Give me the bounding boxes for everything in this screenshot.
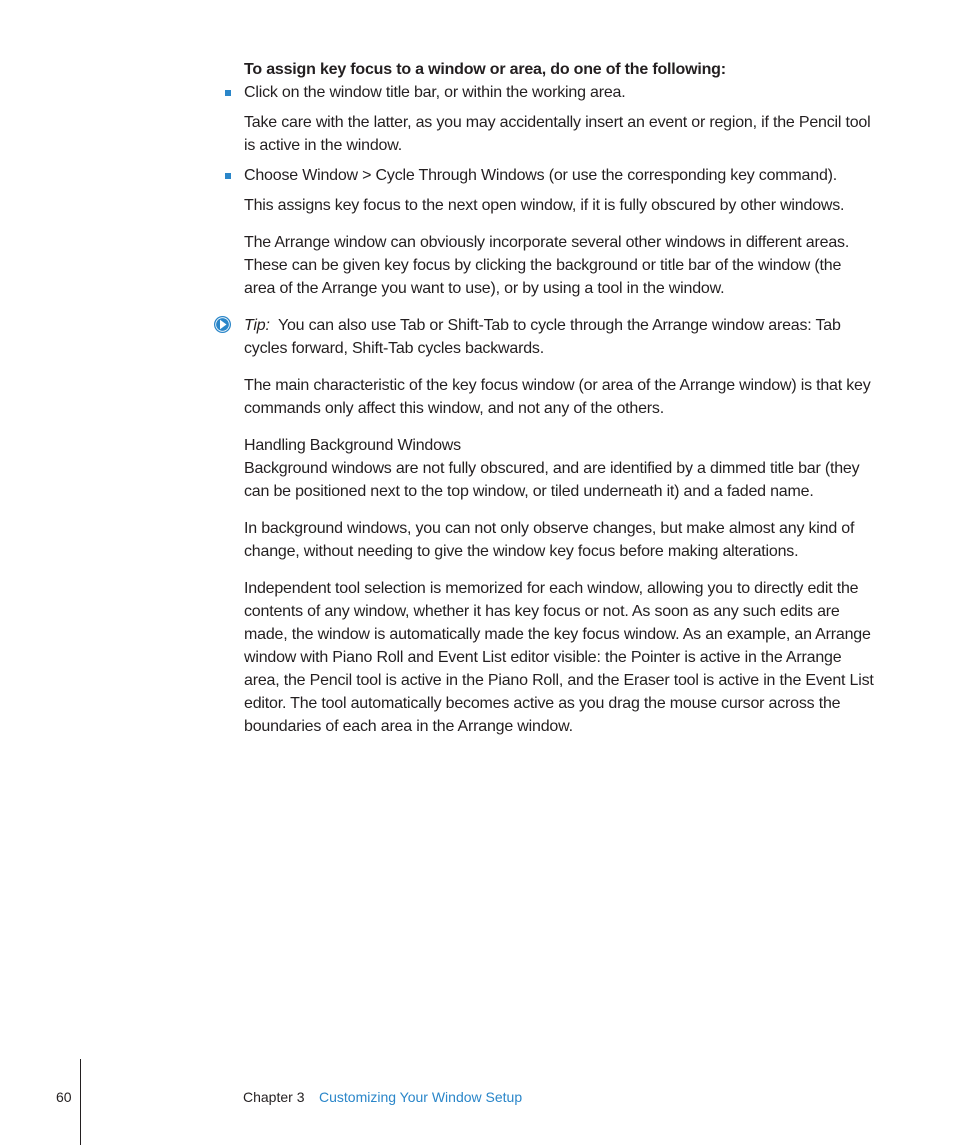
page-number: 60	[56, 1089, 72, 1105]
square-bullet-icon	[225, 90, 231, 96]
body-paragraph: In background windows, you can not only observe changes, but make almost any kind of change, without needing to give the window key focus before making alterations.	[244, 520, 855, 560]
square-bullet-icon	[225, 173, 231, 179]
body-paragraph: Background windows are not fully obscured, and are identified by a dimmed title bar (they can be positioned next to the top window, or tiled underneath it) and a faded name.	[244, 460, 860, 500]
bullet-text: Click on the window title bar, or within the working area.	[244, 84, 626, 101]
tip-text: You can also use Tab or Shift-Tab to cycle through the Arrange window areas: Tab cycles forward, Shift-Tab cycles backwards.	[244, 317, 841, 357]
bullet-item	[244, 81, 874, 104]
bullet-item	[244, 164, 874, 187]
tip-label: Tip:	[244, 317, 270, 334]
bullet-note: This assigns key focus to the next open window, if it is fully obscured by other windows.	[244, 197, 845, 214]
tip-arrow-icon	[213, 315, 232, 334]
body-paragraph: The Arrange window can obviously incorporate several other windows in different areas. These can be given key focus by clicking the background or title bar of the window (the area of the Arrange you want to use), or by using a tool in the window.	[244, 234, 850, 297]
body-paragraph: Independent tool selection is memorized for each window, allowing you to directly edit the contents of any window, whether it has key focus or not. As soon as any such edits are made, the window is automatically made the key focus window. As an example, an Arrange window with Piano Roll and Event List editor visible: the Pointer is active in the Arrange area, the Pencil tool is active in the Piano Roll, and the Eraser tool is active in the Event List editor. The tool automatically becomes active as you drag the mouse cursor across the boundaries of each area in the Arrange window.	[244, 580, 874, 735]
page-body	[244, 58, 874, 738]
bullet-note: Take care with the latter, as you may accidentally insert an event or region, if the Pencil tool is active in the window.	[244, 114, 871, 154]
tip-block	[244, 314, 874, 360]
footer-chapter-title: Customizing Your Window Setup	[319, 1089, 523, 1105]
task-heading: To assign key focus to a window or area, do one of the following:	[244, 61, 726, 78]
body-paragraph: The main characteristic of the key focus window (or area of the Arrange window) is that key commands only affect this window, and not any of the others.	[244, 377, 871, 417]
footer-chapter-label: Chapter 3	[243, 1089, 305, 1105]
section-subheading: Handling Background Windows	[244, 437, 461, 454]
bullet-text: Choose Window > Cycle Through Windows (or use the corresponding key command).	[244, 167, 838, 184]
tip-paragraph	[244, 314, 874, 360]
footer-divider	[80, 1059, 81, 1145]
